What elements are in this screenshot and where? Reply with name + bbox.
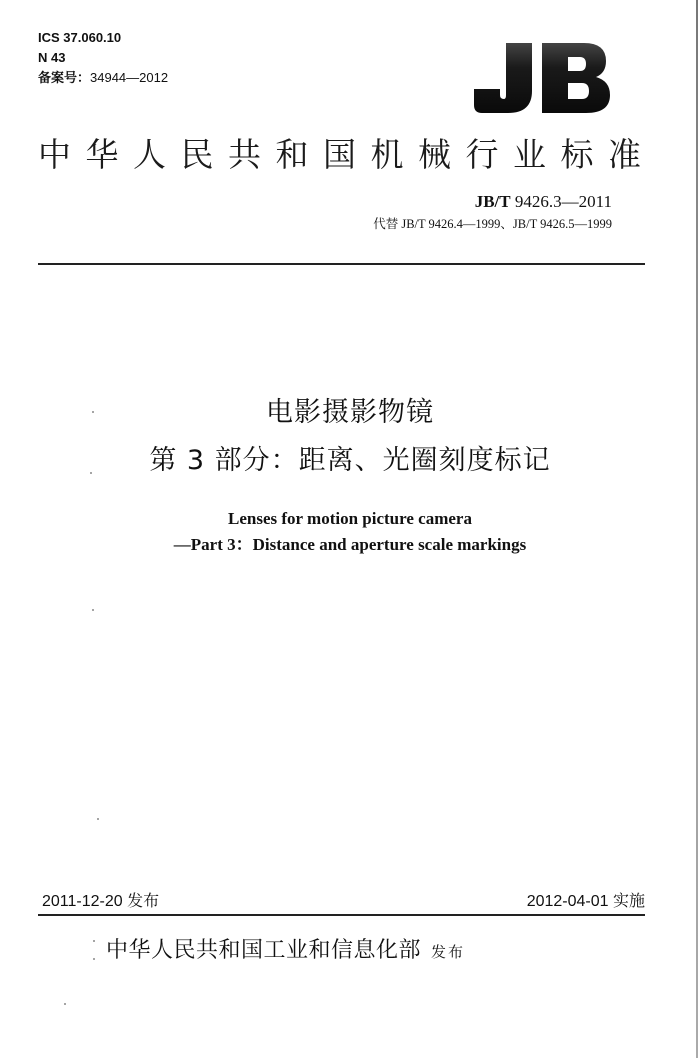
scan-speck	[90, 472, 92, 474]
scan-speck	[92, 411, 94, 413]
ics-code: ICS 37.060.10	[38, 30, 122, 45]
document-title-cn-line2: 第 3 部分：距离、光圈刻度标记	[149, 445, 551, 476]
bottom-divider	[38, 914, 645, 916]
scan-edge-shadow	[696, 0, 698, 1058]
document-title-en-line2: —Part 3：Distance and aperture scale markings	[173, 535, 527, 554]
filing-record	[38, 70, 168, 86]
scan-speck	[92, 609, 94, 611]
standard-number-prefix: JB/T	[474, 192, 511, 211]
top-divider	[38, 263, 645, 265]
filing-number: 34944—2012	[90, 70, 169, 85]
standard-number-value: 9426.3—2011	[514, 192, 612, 211]
scan-speck	[93, 940, 95, 942]
implementation-date: 2012-04-01 实施	[526, 893, 645, 910]
scan-speck	[93, 958, 95, 960]
scan-speck	[97, 818, 99, 820]
publisher-name: 中华人民共和国工业和信息化部	[106, 938, 422, 963]
scan-speck	[64, 1003, 66, 1005]
document-title-cn-line1: 电影摄影物镜	[266, 397, 434, 428]
replaces-note: 代替 JB/T 9426.4—1999、JB/T 9426.5—1999	[373, 217, 612, 231]
publisher-action: 发布	[431, 943, 466, 961]
issue-date: 2011-12-20 发布	[42, 893, 160, 910]
standard-category-title: 中华人民共和国机械行业标准	[38, 135, 656, 174]
standard-number	[475, 192, 612, 212]
category-code: N 43	[38, 50, 66, 65]
document-title-en-line1: Lenses for motion picture camera	[228, 509, 472, 528]
filing-label: 备案号：	[38, 70, 91, 85]
jb-logo-icon	[472, 41, 612, 115]
publisher	[106, 936, 465, 967]
